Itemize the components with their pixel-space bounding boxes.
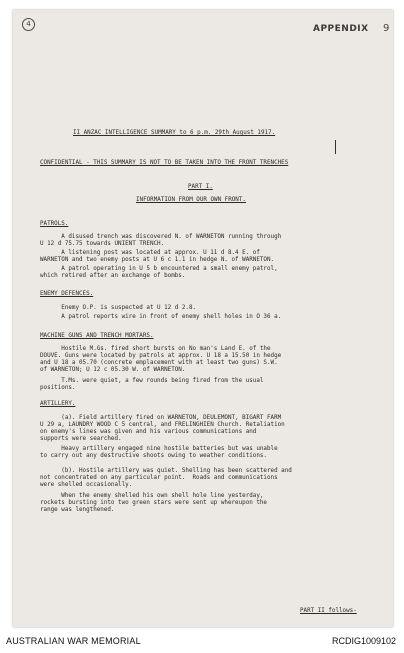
page-corner-mark: 4 (22, 18, 35, 31)
paragraph: Heavy artillery engaged nine hostile batteries but was unable to carry out any destructive shoots owing to weather conditions. (40, 446, 278, 459)
part-heading: PART I. (188, 184, 213, 190)
paragraph: A disused trench was discovered N. of WARNETON running through U 12 d 75.75 towards UNIENT TRENCH. (40, 234, 282, 247)
confidential-notice: CONFIDENTIAL - THIS SUMMARY IS NOT TO BE TAKEN INTO THE FRONT TRENCHES (40, 160, 289, 166)
section-heading-patrols: PATROLS. (40, 221, 69, 227)
record-identifier: RCDIG1009102 (331, 636, 396, 646)
continuation-note: PART II follows- (300, 608, 357, 614)
paragraph: T.Ms. were quiet, a few rounds being fired from the usual positions. (40, 378, 264, 391)
document-title: II ANZAC INTELLIGENCE SUMMARY to 6 p.m. 29th August 1917. (73, 130, 276, 136)
document-page (13, 10, 393, 627)
paragraph: A listening post was located at approx. U 11 d 8.4 E. of WARNETON and two enemy posts at U 6 c 1.1 in hedge N. of WARNETON. (40, 250, 275, 263)
archive-credit: AUSTRALIAN WAR MEMORIAL (6, 636, 141, 646)
paragraph: (b). Hostile artillery was quiet. Shelling has been scattered and not concentrated on any particular point. Roads and communications were shelled occasionally. (40, 468, 292, 488)
part-subheading: INFORMATION FROM OUR OWN FRONT. (136, 197, 246, 203)
page-number: 9 (383, 23, 390, 34)
section-heading-enemy-defences: ENEMY DEFENCES. (40, 291, 94, 297)
margin-mark (335, 140, 336, 154)
paragraph: When the enemy shelled his own shell hole line yesterday, rockets bursting into two green stars were sent up whereupon the range was lengthened. (40, 493, 267, 513)
appendix-label: APPENDIX (313, 24, 369, 34)
paragraph: A patrol operating in U 5 b encountered a small enemy patrol, which retired after an exchange of bombs. (40, 266, 278, 279)
paragraph: A patrol reports wire in front of enemy shell holes in O 36 a. (40, 314, 282, 320)
paragraph: (a). Field artillery fired on WARNETON, DEULEMONT, BIGART FARM U 29 a, LAUNDRY WOOD C 5 central, and FRELINGHIEN Church. Retaliation on enemy's lines was given and his various communications and supports were searched. (40, 415, 285, 442)
section-heading-machine-guns: MACHINE GUNS AND TRENCH MORTARS. (40, 333, 154, 339)
paragraph: Hostile M.Gs. fired short bursts on No man's Land E. of the DOUVE. Guns were located by patrols at approx. U 18 a 15.50 in hedge and U 18 a 05.70 (concrete emplacement with at least two guns) S.W. of WARNETON; U 12 c 05.30 W. of WARNETON. (40, 346, 282, 373)
section-heading-artillery: ARTILLERY. (40, 401, 76, 407)
paragraph: Enemy O.P. is suspected at U 12 d 2.8. (40, 305, 197, 311)
